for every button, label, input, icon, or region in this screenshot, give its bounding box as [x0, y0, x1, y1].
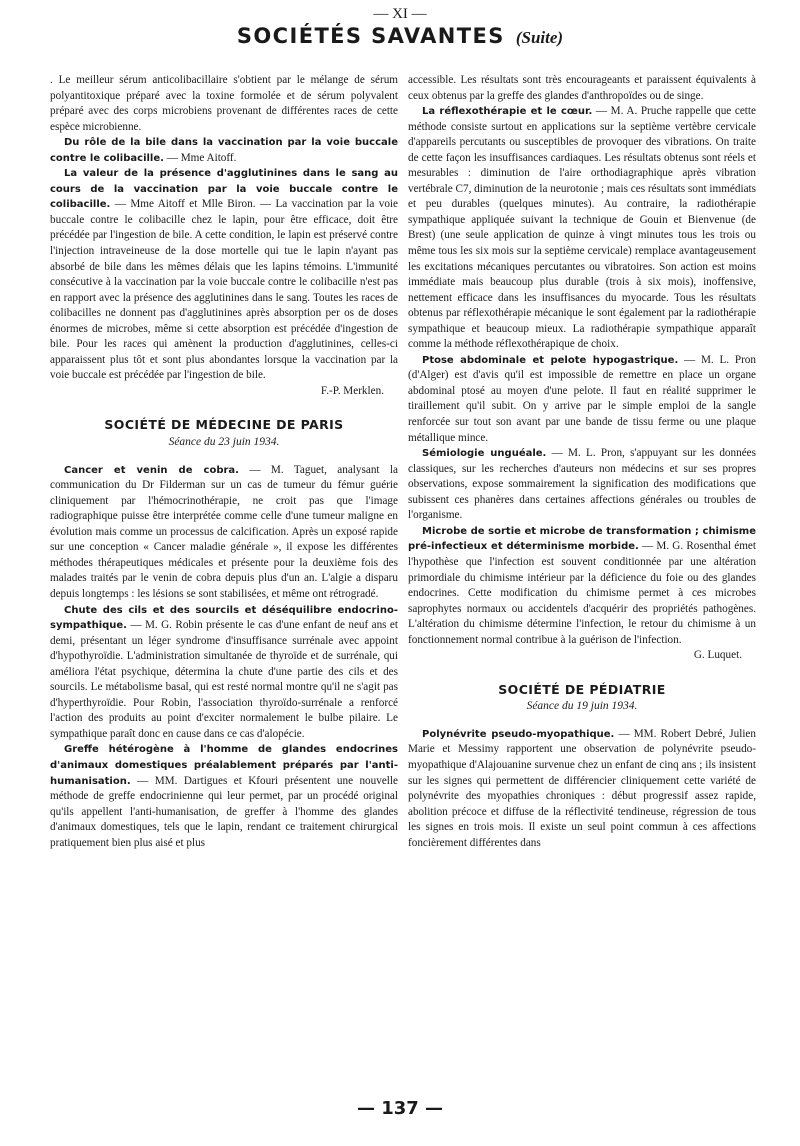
page-roman-numeral: — XI —: [373, 6, 427, 22]
section-title-suffix: (Suite): [515, 28, 564, 47]
abstract-entry: [50, 166, 398, 384]
section-header: [0, 24, 800, 48]
abstract-entry: [408, 446, 756, 524]
abstract-body: — M. L. Pron, s'appuyant sur les données classiques, sur les recherches d'auteurs non médecins et sur ses propres observations, expose sommairement la signification des modifications que subissent ces phanères dans certaines affections générales ou troubles de l'organisme.: [408, 447, 756, 522]
right-column: [408, 73, 756, 851]
abstract-body: — M. A. Pruche rappelle que cette méthode consiste surtout en applications sur la septième vertèbre cervicale d'appareils percutants ou susceptibles de provoquer des vibrations. On traite de cette façon les insuffisances cardiaques. Les résultats obtenus sont réels et mesurables : diminution de l'aire orthodiagraphique après vibration vertébrale C7, diminution de la neurotonie ; mais ces résultats sont immédiats et peu durables (quelques minutes). Au contraire, la radiothérapie sympathique appliquée suivant la technique de Gouin et Bienvenue (de Brest) (une seule application de quinze à vingt minutes tous les trois ou même tous les six mois sur la septième cervicale) remplace avantageusement les excitations mécaniques percutantes ou vibratoires. Son action est moins immédiate mais beaucoup plus durable (trois à six mois), inoffensive, nettement efficace dans les insuffisances du myocarde. Tous les résultats obtenus par réflexothérapie mécanique le sont également par la radiothérapie sympathique et beaucoup mieux. La radiothérapie sympathique apparaît comme la méthode réflexothérapique de choix.: [408, 105, 756, 351]
abstract-title: Greffe hétérogène à l'homme de glandes endocrines d'animaux domestiques préalablement préparés par l'anti-humanisation.: [50, 744, 398, 787]
section-title: SOCIÉTÉS SAVANTES: [236, 24, 505, 48]
abstract-author: — Mme Aitoff.: [163, 151, 237, 164]
abstract-title: La réflexothérapie et le cœur.: [422, 106, 593, 118]
abstract-body: — M. Taguet, analysant la communication du Dr Filderman sur un cas de tumeur du fémur guérie cliniquement par l'hémocrinothérapie, ne croit pas que l'image radiographique puisse être interprétée comme celle d'une tumeur maligne en évolution mais comme un processus de calcification. Après un exposé rapide sur une conception « Cancer maladie générale », il expose les différentes méthodes thérapeutiques médicales et présente pour la deuxième fois des malades traités par le venin de cobra depuis plus d'un an. L'algie a disparu depuis longtemps : les lésions se sont stabilisées, et même ont rétrogradé.: [50, 463, 398, 600]
paragraph: . Le meilleur sérum anticolibacillaire s'obtient par le mélange de sérum polyantitoxique préparé avec la toxine formolée et de sérum polyvalent préparé avec des corps microbiens provenant de différentes races de cette espèce microbienne.: [50, 74, 398, 133]
signature: G. Luquet.: [693, 649, 742, 662]
abstract-body: — MM. Robert Debré, Julien Marie et Messimy rapportent une observation de polynévrite pseudo-myopathique d'Alajouanine survenue chez un enfant de cinq ans ; ils insistent sur les signes qui permettent de différencier cliniquement cette variété de polynévrite des myopathies chroniques : début progressif assez rapide, abolition précoce et diffuse de la réflectivité tendineuse, régression de tous les signes en trois mois. Il existe un seul point commun à ces affections foncièrement différentes dans: [408, 727, 756, 849]
society-heading: SOCIÉTÉ DE MÉDECINE DE PARIS: [104, 417, 344, 433]
abstract-entry: [408, 727, 756, 851]
society-heading: SOCIÉTÉ DE PÉDIATRIE: [498, 681, 666, 697]
abstract-title: Microbe de sortie et microbe de transformation ; chimisme pré-infectieux et déterminisme morbide.: [408, 525, 756, 553]
left-column: [50, 73, 398, 851]
abstract-title: Polynévrite pseudo-myopathique.: [422, 728, 615, 740]
abstract-body: — M. L. Pron (d'Alger) est d'avis qu'il est impossible de remettre en place un organe abdominal ptosé au moyen d'une pelote. Il faut en réalité supprimer le tiraillement qu'il subit. On y arrive par le simple emploi de la sangle renforcée sur tout son avant par une bande de tissu ferme ou une plaque métallique mince.: [408, 353, 756, 444]
abstract-entry: [50, 135, 398, 166]
abstract-title: Ptose abdominale et pelote hypogastrique.: [422, 354, 679, 366]
abstract-title: Du rôle de la bile dans la vaccination par la voie buccale contre le colibacille.: [50, 137, 398, 164]
signature: F.-P. Merklen.: [320, 384, 384, 397]
abstract-entry: [408, 353, 756, 446]
abstract-entry: [408, 524, 756, 648]
abstract-title: Sémiologie unguéale.: [422, 448, 547, 460]
abstract-entry: [408, 104, 756, 353]
abstract-entry: [50, 742, 398, 851]
abstract-body: — MM. Dartigues et Kfouri présentent une nouvelle méthode de greffe endocrinienne qui leur permet, par un procédé original qu'ils appellent l'anti-humanisation, de greffer à l'homme des glandes d'animaux domestiques, tels que le lapin, rendant ce traitement chirurgical pratiquement bien plus aisé et plus: [50, 774, 398, 849]
abstract-body: — M. G. Rosenthal émet l'hypothèse que l'infection est souvent conditionnée par une altération primordiale du chimisme intérieur par la déficience du foie ou des glandes endocrines. Cette modification du chimisme permet à ces microbes saprophytes normaux ou accidentels d'acquérir des propriétés pathogènes. L'altération du chimisme détermine l'infection, le retour du chimisme à un fonctionnement normal contribue à la guérison de l'infection.: [408, 540, 757, 646]
abstract-title: La valeur de la présence d'agglutinines dans le sang au cours de la vaccination par la voie buccale contre le colibacille.: [50, 168, 398, 211]
abstract-title: Chute des cils et des sourcils et déséquilibre endocrino-sympathique.: [50, 604, 398, 632]
abstract-body: — M. G. Robin présente le cas d'une enfant de neuf ans et demi, présentant un léger syndrome d'insuffisance surrénale avec appoint d'hypothyroïdie. L'administration simultanée de thyroïde et de surrénale, qui améliora l'état psychique, détermina la chute d'une partie des cils et des sourcils. Le métabolisme basal, qui est resté normal montre qu'il ne s'agit pas d'hyperthyroïdie. Pour Robin, l'association thyroïdo-surrénale a renforcé l'action des produits au point d'exciter normalement le bulbe pilaire. Le sympathique paraît donc en cause dans ce cas d'alopécie.: [50, 619, 398, 740]
abstract-entry: [50, 603, 398, 743]
abstract-body: — Mme Aitoff et Mlle Biron. — La vaccination par la voie buccale contre le colibacille chez le lapin, pour être efficace, doit être précédée par l'ingestion de bile. A cette condition, le lapin est préservé contre l'injection intraveineuse de la dose mortelle qui tue le lapin n'ayant pas absorbé de bile dans les mêmes délais que les lapins témoins. L'immunité consécutive à la vaccination par la voie buccale contre le colibacille n'est pas en rapport avec la présence des agglutinines dans le sang. Toutes les races de colibacilles ne donnent pas d'agglutinines après absorption per os de doses énormes de microbes, même si cette absorption est précédée d'ingestion de bile. Pour les races qui amènent la production d'agglutinines, celles-ci apparaissent plus tôt et sont plus abondantes lorsque la vaccination par la voie buccale est précédée par l'ingestion de bile.: [50, 198, 398, 382]
session-date: Séance du 19 juin 1934.: [526, 700, 638, 713]
session-date: Séance du 23 juin 1934.: [168, 436, 280, 449]
page-number: — 137 —: [356, 1098, 444, 1119]
abstract-title: Cancer et venin de cobra.: [64, 464, 239, 476]
abstract-entry: [50, 463, 398, 603]
paragraph: accessible. Les résultats sont très encourageants et paraissent équivalents à ceux obtenus par la greffe des glandes d'anthropoïdes ou de singe.: [408, 74, 756, 102]
